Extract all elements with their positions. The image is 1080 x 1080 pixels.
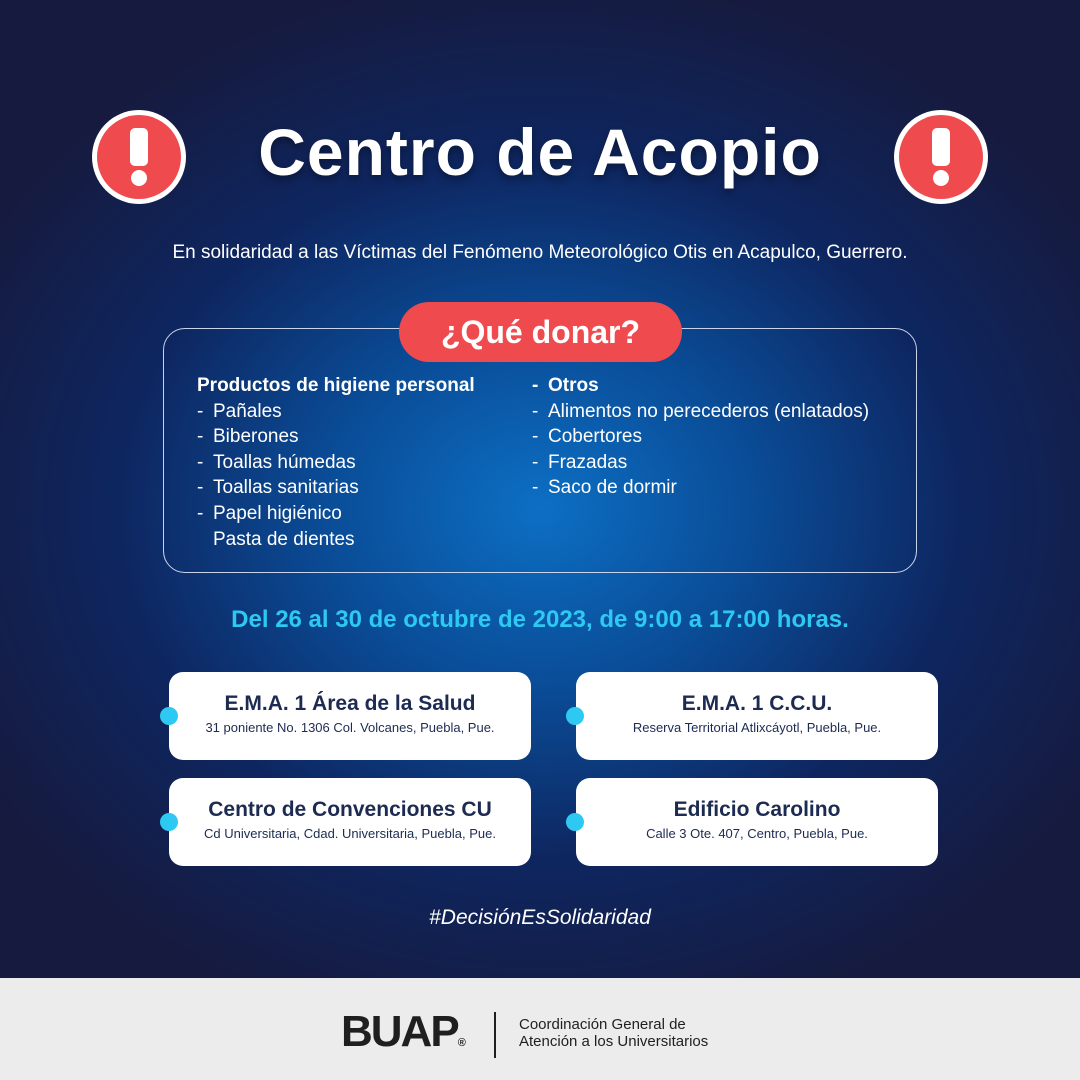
coordination-name: Coordinación General de Atención a los Universitarios — [519, 1016, 709, 1050]
location-card-carolino — [576, 778, 938, 866]
bullet-dot-icon — [566, 707, 584, 725]
footer — [0, 978, 1080, 1080]
location-card-centro-convenciones — [169, 778, 531, 866]
subtitle: En solidaridad a las Víctimas del Fenómeno Meteorológico Otis en Acapulco, Guerrero. — [172, 242, 908, 263]
bullet-dot-icon — [566, 813, 584, 831]
location-card-ccu — [576, 672, 938, 760]
other-products-list — [532, 373, 869, 501]
location-name: Edificio Carolino — [673, 798, 841, 821]
hashtag: #DecisiónEsSolidaridad — [429, 906, 651, 929]
location-address: Reserva Territorial Atlixcáyotl, Puebla, Pue. — [632, 720, 882, 735]
location-address: Cd Universitaria, Cdad. Universitaria, Puebla, Pue. — [204, 826, 496, 841]
location-name: Centro de Convenciones CU — [208, 798, 492, 821]
hygiene-products-list — [197, 373, 475, 552]
list-item: - Cobertores — [532, 426, 642, 448]
schedule-text: Del 26 al 30 de octubre de 2023, de 9:00 a 17:00 horas. — [231, 606, 849, 633]
location-address: Calle 3 Ote. 407, Centro, Puebla, Pue. — [646, 826, 868, 841]
location-card-area-salud — [169, 672, 531, 760]
list-item: - Alimentos no perecederos (enlatados) — [532, 400, 870, 422]
list-item: - Toallas sanitarias — [197, 477, 359, 499]
list-item: - Saco de dormir — [532, 477, 677, 499]
bullet-dot-icon — [160, 813, 178, 831]
location-address: 31 poniente No. 1306 Col. Volcanes, Puebla, Pue. — [205, 720, 495, 735]
title-row — [0, 108, 1080, 208]
page-title: Centro de Acopio — [258, 115, 822, 189]
location-name: E.M.A. 1 C.C.U. — [681, 692, 833, 715]
exclamation-circle-icon — [894, 110, 988, 204]
donate-heading-pill: ¿Qué donar? — [399, 302, 682, 362]
list-item: - Papel higiénico — [197, 502, 342, 524]
list-item: - Pañales — [197, 400, 282, 422]
location-name: E.M.A. 1 Área de la Salud — [224, 692, 476, 715]
list-item: - Biberones — [197, 426, 299, 448]
footer-divider — [494, 1012, 496, 1058]
list-item: - Frazadas — [532, 451, 628, 473]
hygiene-heading: Productos de higiene personal — [197, 375, 475, 396]
buap-logo: BUAP® — [341, 1007, 466, 1056]
bullet-dot-icon — [160, 707, 178, 725]
list-item: Pasta de dientes — [213, 528, 355, 550]
other-heading: - Otros — [532, 375, 599, 396]
exclamation-circle-icon — [92, 110, 186, 204]
list-item: - Toallas húmedas — [197, 451, 356, 473]
